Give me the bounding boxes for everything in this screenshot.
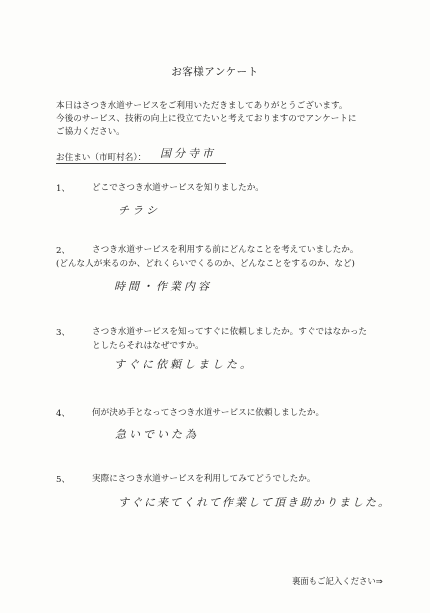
- question-4-text: 何が決め手となってさつき水道サービスに依頼しましたか。: [92, 408, 325, 418]
- arrow-right-icon: ⇒: [375, 576, 383, 586]
- question-1-answer: チラシ: [118, 204, 160, 217]
- intro-line-3: ご協力ください。: [56, 127, 125, 137]
- question-5-number: 5、: [56, 475, 71, 485]
- question-4-number: 4、: [56, 409, 71, 419]
- question-2-text-line-1: さつき水道サービスを利用する前にどんなことを考えていましたか。: [92, 245, 359, 255]
- question-3-number: 3、: [56, 328, 71, 338]
- question-2-answer: 時間・作業内容: [114, 280, 212, 293]
- question-5-text: 実際にさつき水道サービスを利用してみてどうでしたか。: [92, 474, 316, 484]
- question-2-text-line-2: (どんな人が来るのか、どれくらいでくるのか、どんなことをするのか、など): [56, 259, 355, 269]
- question-1-number: 1、: [56, 184, 71, 194]
- footer-text: 裏面もご記入ください: [292, 576, 376, 586]
- address-underline: [56, 163, 226, 164]
- question-2-number: 2、: [56, 246, 71, 256]
- question-3-text-line-1: さつき水道サービスを知ってすぐに依頼しましたか。すぐではなかった: [92, 327, 368, 337]
- intro-line-1: 本日はさつき水道サービスをご利用いただきましてありがとうございます。: [56, 101, 348, 111]
- question-3-answer: すぐに依頼しました。: [114, 358, 254, 371]
- question-5-answer: すぐに来てくれて作業して頂き助かりました。: [118, 496, 391, 509]
- question-4-answer: 急いでいた為: [115, 428, 199, 441]
- question-3-text-line-2: としたらそれはなぜですか。: [92, 341, 204, 351]
- address-answer: 国分寺市: [160, 147, 216, 160]
- page-title: お客様アンケート: [171, 66, 259, 78]
- footer-note: [292, 575, 383, 587]
- question-1-text: どこでさつき水道サービスを知りましたか。: [92, 183, 264, 193]
- intro-line-2: 今後のサービス、技術の向上に役立てたいと考えておりますのでアンケートに: [56, 114, 357, 124]
- address-label: お住まい（市町村名）：: [56, 153, 147, 163]
